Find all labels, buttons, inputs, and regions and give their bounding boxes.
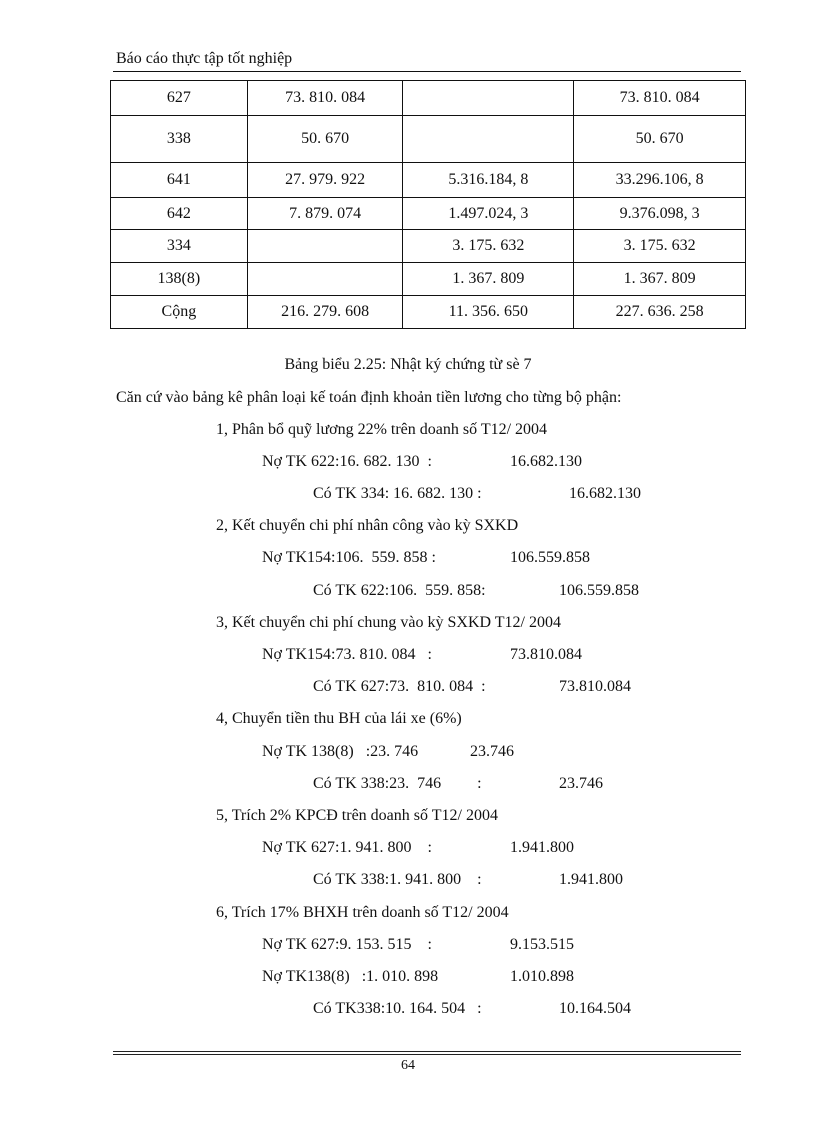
table-cell: 9.376.098, 3 <box>574 198 746 230</box>
entry-title: 3, Kết chuyển chi phí chung vào kỳ SXKD T12/ 2004 <box>216 614 561 631</box>
table-row <box>111 163 746 198</box>
entry-title: 1, Phân bổ quỹ lương 22% trên doanh số T12/ 2004 <box>216 421 548 438</box>
table-cell: 627 <box>111 81 248 116</box>
table-cell: 73. 810. 084 <box>574 81 746 116</box>
table-row <box>111 198 746 230</box>
table-cell: 73. 810. 084 <box>247 81 403 116</box>
table-row <box>111 81 746 116</box>
table-cell: 334 <box>111 230 248 263</box>
entry-credit-label: Có TK 334: 16. 682. 130 : <box>313 485 482 502</box>
page-number: 64 <box>401 1058 415 1073</box>
entry-amount: 106.559.858 <box>559 582 639 599</box>
table-cell: 11. 356. 650 <box>403 296 574 329</box>
entry-debit-label: Nợ TK154:106. 559. 858 : <box>262 549 436 566</box>
entry-credit-label: Có TK 338:23. 746 : <box>313 775 482 792</box>
table-cell: 33.296.106, 8 <box>574 163 746 198</box>
entry-debit-label: Nợ TK154:73. 810. 084 : <box>262 646 432 663</box>
entry-debit-label: Nợ TK 138(8) :23. 746 <box>262 743 419 760</box>
entry-credit-label: Có TK 338:1. 941. 800 : <box>313 871 482 888</box>
entry-title: 6, Trích 17% BHXH trên doanh số T12/ 2004 <box>216 904 509 921</box>
table-cell <box>247 230 403 263</box>
table-row <box>111 116 746 163</box>
entry-amount: 73.810.084 <box>559 678 631 695</box>
table-cell: 1.497.024, 3 <box>403 198 574 230</box>
entry-credit-label: Có TK 627:73. 810. 084 : <box>313 678 486 695</box>
table-cell <box>247 263 403 296</box>
entry-debit-label: Nợ TK 622:16. 682. 130 : <box>262 453 432 470</box>
table-cell: 50. 670 <box>574 116 746 163</box>
table-caption: Bảng biểu 2.25: Nhật ký chứng từ sè 7 <box>284 356 532 373</box>
footer-rule <box>113 1054 741 1055</box>
entry-amount: 16.682.130 <box>569 485 641 502</box>
entry-credit-label: Có TK338:10. 164. 504 : <box>313 1000 482 1017</box>
table-cell: 642 <box>111 198 248 230</box>
entry-amount: 106.559.858 <box>510 549 590 566</box>
table-cell: 227. 636. 258 <box>574 296 746 329</box>
entry-amount: 10.164.504 <box>559 1000 631 1017</box>
entry-amount: 23.746 <box>470 743 514 760</box>
entry-debit-label: Nợ TK 627:1. 941. 800 : <box>262 839 432 856</box>
entry-title: 5, Trích 2% KPCĐ trên doanh số T12/ 2004 <box>216 807 498 824</box>
table-cell: 3. 175. 632 <box>403 230 574 263</box>
entry-debit-label: Nợ TK138(8) :1. 010. 898 <box>262 968 439 985</box>
entry-amount: 1.941.800 <box>510 839 574 856</box>
table-cell <box>403 81 574 116</box>
entry-amount: 9.153.515 <box>510 936 574 953</box>
entry-title: 4, Chuyển tiền thu BH của lái xe (6%) <box>216 710 462 727</box>
entry-amount: 16.682.130 <box>510 453 582 470</box>
table-cell: Cộng <box>111 296 248 329</box>
table-cell: 1. 367. 809 <box>574 263 746 296</box>
page-header-title: Báo cáo thực tập tốt nghiệp <box>116 50 293 67</box>
entry-amount: 1.010.898 <box>510 968 574 985</box>
header-rule <box>113 71 741 72</box>
table-cell: 3. 175. 632 <box>574 230 746 263</box>
entry-amount: 1.941.800 <box>559 871 623 888</box>
table-cell: 1. 367. 809 <box>403 263 574 296</box>
entry-title: 2, Kết chuyển chi phí nhân công vào kỳ SXKD <box>216 517 519 534</box>
table-total-row <box>111 296 746 329</box>
table-cell: 27. 979. 922 <box>247 163 403 198</box>
ledger-table <box>110 80 746 329</box>
entry-credit-label: Có TK 622:106. 559. 858: <box>313 582 486 599</box>
entry-debit-label: Nợ TK 627:9. 153. 515 : <box>262 936 432 953</box>
table-cell: 216. 279. 608 <box>247 296 403 329</box>
table-cell: 5.316.184, 8 <box>403 163 574 198</box>
entry-amount: 73.810.084 <box>510 646 582 663</box>
intro-paragraph: Căn cứ vào bảng kê phân loại kế toán định khoản tiền lương cho từng bộ phận: <box>116 389 622 406</box>
table-cell: 641 <box>111 163 248 198</box>
table-row <box>111 263 746 296</box>
entry-amount: 23.746 <box>559 775 603 792</box>
table-cell <box>403 116 574 163</box>
table-cell: 7. 879. 074 <box>247 198 403 230</box>
table-row <box>111 230 746 263</box>
table-cell: 338 <box>111 116 248 163</box>
footer-rule <box>113 1051 741 1052</box>
table-cell: 138(8) <box>111 263 248 296</box>
table-cell: 50. 670 <box>247 116 403 163</box>
